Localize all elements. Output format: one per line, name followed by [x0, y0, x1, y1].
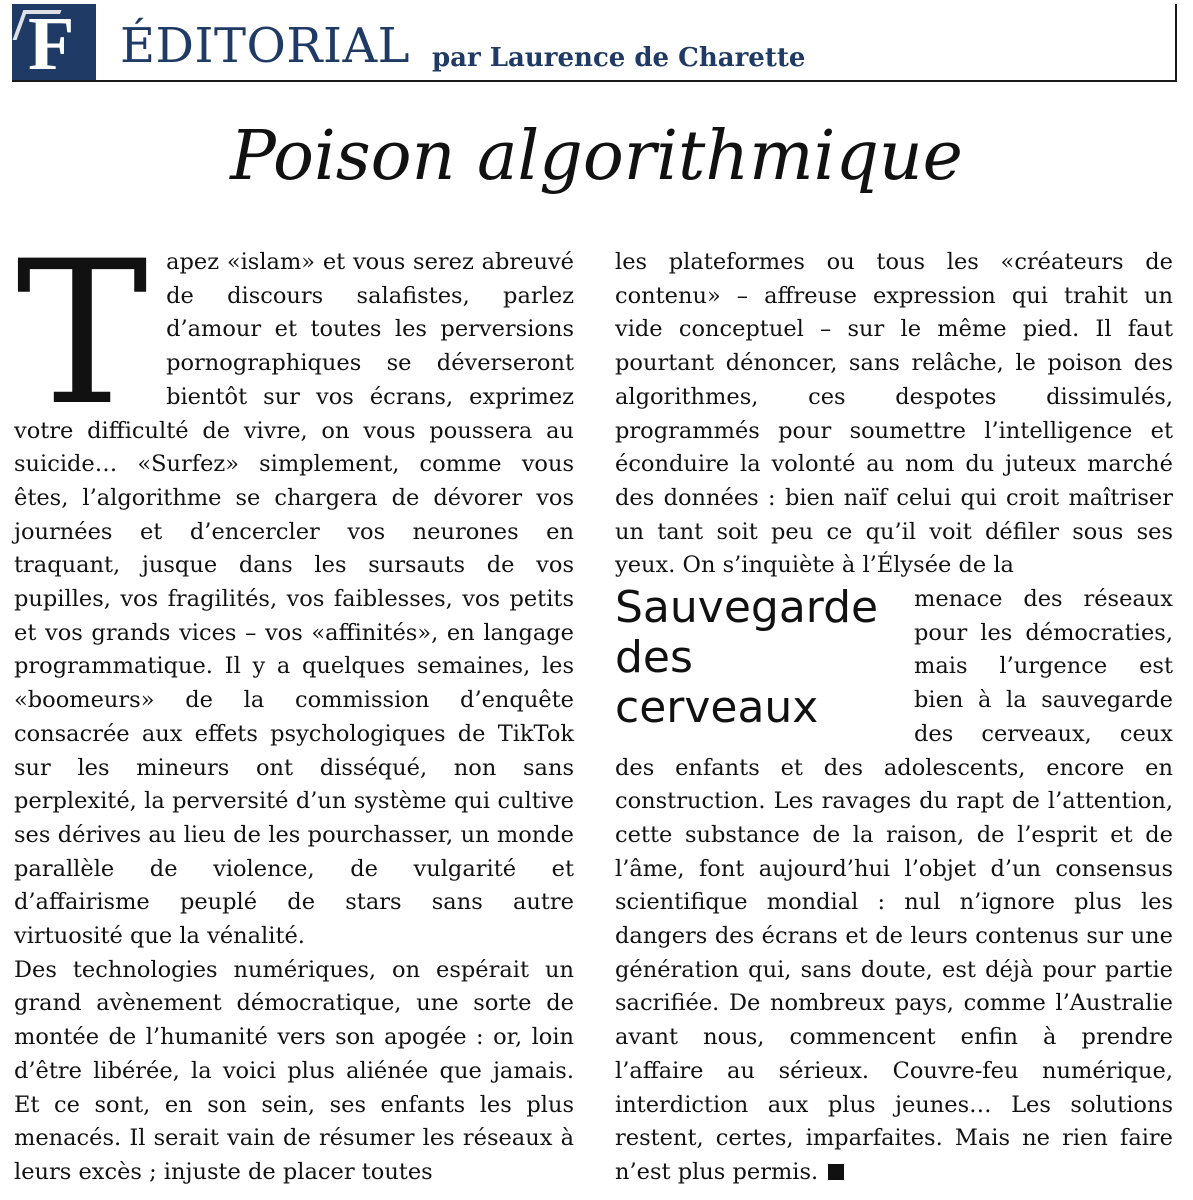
paragraph-1-text: apez «islam» et vous serez abreuvé de discours salafistes, parlez d’amour et toutes les perversions pornographiques se déverseront bientôt sur vos écrans, exprimez votre difficulté de vivre, on vous poussera au suicide… «Surfez» simplement, comme vous êtes, l’algorithme se chargera de dévorer vos journées et d’encercler vos neurones en traquant, jusque dans les sursauts de vos pupilles, vos fragilités, vos faiblesses, vos petits et vos grands vices – vos «affinités», en langage programmatique. Il y a quelques semaines, les «boomeurs» de la commission d’enquête consacrée aux effets psychologiques de TikTok sur les mineurs ont disséqué, non sans perplexité, la perversité d’un système qui cultive ses dérives au lieu de les pourchasser, un monde parallèle de violence, de vulgarité et d’affairisme peuplé de stars sans autre virtuosité que la vénalité.	[14, 249, 574, 950]
editorial-header	[12, 4, 1177, 82]
logo-letter: F	[28, 4, 75, 80]
section-label: ÉDITORIAL	[120, 18, 410, 74]
author-byline: par Laurence de Charette	[432, 43, 806, 73]
right-column	[615, 246, 1173, 1190]
paragraph-3	[615, 583, 1173, 1190]
drop-cap: T	[16, 218, 149, 449]
article-title: Poison algorithmique	[230, 117, 963, 196]
paragraph-1	[14, 218, 574, 954]
end-mark-icon	[828, 1164, 844, 1180]
paragraph-2: Des technologies numériques, on espérait un grand avènement démocratique, une sorte de montée de l’humanité vers son apogée : or, loin d’être libérée, la voici plus aliénée que jamais. Et ce sont, en son sein, ses enfants les plus menacés. Il serait vain de résumer les réseaux à leurs excès ; injuste de placer toutes	[14, 956, 574, 1185]
left-column	[14, 218, 574, 1190]
subheading: Sauvegarde des cerveaux	[615, 582, 879, 734]
paragraph-3-text: menace des réseaux pour les démocraties, mais l’urgence est bien à la sauvegarde des cerveaux, ceux des enfants et des adolescents, encore en construction. Les ravages du rapt de l’attention, cette substance de la raison, de l’esprit et de l’âme, font aujourd’hui l’objet d’un consensus scientifique mondial : nul n’ignore plus les dangers des écrans et de leurs contenus sur une génération qui, sans doute, est déjà pour partie sacrifiée. De nombreux pays, comme l’Australie avant nous, commencent enfin à prendre l’affaire au sérieux. Couvre-feu numérique, interdiction aux plus jeunes… Les solutions restent, certes, imparfaites. Mais ne rien faire n’est plus permis.	[615, 586, 1173, 1185]
paragraph-2-continued: les plateformes ou tous les «créateurs de contenu» – affreuse expression qui trahit un vide conceptuel – sur le même pied. Il faut pourtant dénoncer, sans relâche, le poison des algorithmes, ces despotes dissimulés, programmés pour soumettre l’intelligence et éconduire la volonté au nom du juteux marché des données : bien naïf celui qui croit maîtriser un tant soit peu ce qu’il voit défiler sous ses yeux. On s’inquiète à l’Élysée de la	[615, 249, 1173, 579]
le-figaro-logo	[12, 4, 96, 80]
